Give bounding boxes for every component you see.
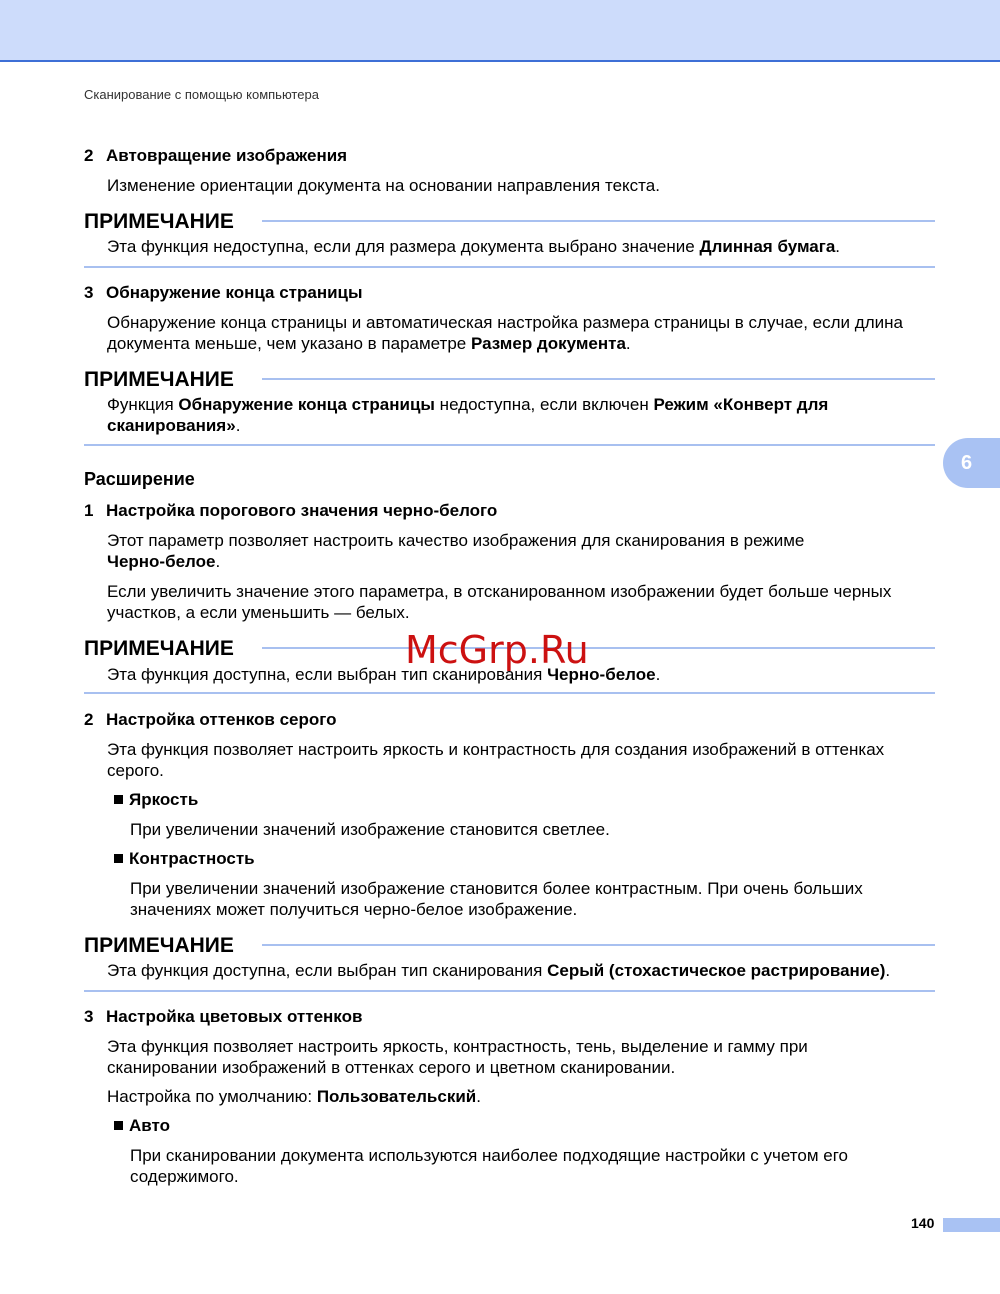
- note-end-rule: [84, 266, 935, 268]
- section-text: Эта функция позволяет настроить яркость и контрастность для создания изображений в оттенках: [107, 740, 885, 759]
- section-heading: 3 Настройка цветовых оттенков: [84, 1007, 363, 1026]
- section-text: Изменение ориентации документа на основании направления текста.: [107, 176, 660, 195]
- section-text: Черно-белое.: [107, 552, 221, 571]
- section-text: документа меньше, чем указано в параметре Размер документа.: [107, 334, 631, 353]
- note-end-rule: [84, 692, 935, 694]
- top-banner: [0, 0, 1000, 62]
- page-number-bar: [943, 1218, 1000, 1232]
- section-text: серого.: [107, 761, 164, 780]
- note-title: ПРИМЕЧАНИЕ: [84, 368, 234, 391]
- note-text: сканирования».: [107, 416, 241, 435]
- note-title: ПРИМЕЧАНИЕ: [84, 934, 234, 957]
- section-text: Настройка по умолчанию: Пользовательский.: [107, 1087, 481, 1106]
- note-text: Функция Обнаружение конца страницы недоступна, если включен Режим «Конверт для: [107, 395, 829, 414]
- note-rule: [262, 944, 935, 946]
- note-text: Эта функция недоступна, если для размера документа выбрано значение Длинная бумага.: [107, 237, 841, 256]
- bullet-text: содержимого.: [130, 1167, 239, 1186]
- note-title: ПРИМЕЧАНИЕ: [84, 210, 234, 233]
- bullet-text: При увеличении значений изображение становится светлее.: [130, 820, 610, 839]
- subsection-title: Расширение: [84, 469, 195, 489]
- bullet-text: При увеличении значений изображение становится более контрастным. При очень больших: [130, 879, 863, 898]
- section-text: Обнаружение конца страницы и автоматическая настройка размера страницы в случае, если длина: [107, 313, 903, 332]
- running-header: Сканирование с помощью компьютера: [84, 87, 319, 102]
- note-rule: [262, 378, 935, 380]
- section-text: участков, а если уменьшить — белых.: [107, 603, 410, 622]
- section-text: Эта функция позволяет настроить яркость, контрастность, тень, выделение и гамму при: [107, 1037, 808, 1056]
- section-heading: 1 Настройка порогового значения черно-белого: [84, 501, 498, 520]
- section-heading: 2 Настройка оттенков серого: [84, 710, 337, 729]
- bullet-text: При сканировании документа используются наиболее подходящие настройки с учетом его: [130, 1146, 848, 1165]
- chapter-tab: 6: [943, 438, 1000, 488]
- note-end-rule: [84, 444, 935, 446]
- note-text: Эта функция доступна, если выбран тип сканирования Черно-белое.: [107, 665, 661, 684]
- bullet-heading: Контрастность: [114, 848, 255, 869]
- section-text: Если увеличить значение этого параметра, в отсканированном изображении будет больше черных: [107, 582, 892, 601]
- note-text: Эта функция доступна, если выбран тип сканирования Серый (стохастическое растрирование).: [107, 961, 891, 980]
- note-rule: [262, 220, 935, 222]
- bullet-heading: Авто: [114, 1115, 170, 1136]
- bullet-heading: Яркость: [114, 789, 198, 810]
- section-text: Этот параметр позволяет настроить качество изображения для сканирования в режиме: [107, 531, 805, 550]
- section-heading: 2 Автовращение изображения: [84, 146, 348, 165]
- note-rule: [262, 647, 935, 649]
- page-number: 140: [911, 1215, 935, 1231]
- note-title: ПРИМЕЧАНИЕ: [84, 637, 234, 660]
- watermark-text: McGrp.Ru: [405, 628, 589, 672]
- note-end-rule: [84, 990, 935, 992]
- bullet-text: значениях может получиться черно-белое изображение.: [130, 900, 578, 919]
- section-text: сканировании изображений в оттенках серого и цветном сканировании.: [107, 1058, 676, 1077]
- section-heading: 3 Обнаружение конца страницы: [84, 283, 363, 302]
